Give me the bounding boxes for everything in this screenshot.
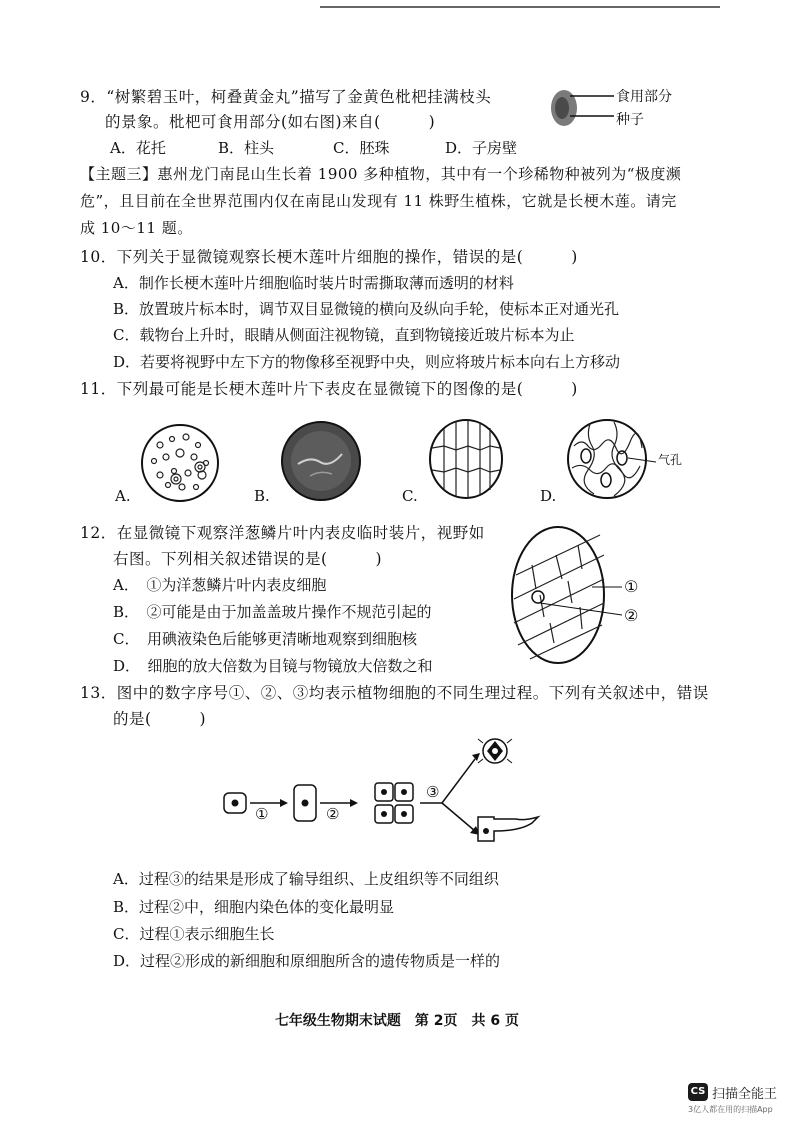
q11-label-a: A. — [115, 487, 131, 505]
q11-stem: 11．下列最可能是长梗木莲叶片下表皮在显微镜下的图像的是( ) — [80, 380, 578, 398]
q10-option-a: A．制作长梗木莲叶片细胞临时装片时需撕取薄而透明的材料 — [113, 274, 514, 292]
q12-option-c: C． 用碘液染色后能够更清晰地观察到细胞核 — [113, 630, 417, 648]
q10-stem: 10．下列关于显微镜观察长梗木莲叶片细胞的操作，错误的是( ) — [80, 248, 578, 266]
onion-cell-figure — [510, 525, 610, 665]
cell-process-diagram — [220, 735, 560, 845]
q12-line2: 右图。下列相关叙述错误的是( ) — [113, 550, 383, 568]
q9-line2: 的景象。枇杷可食用部分(如右图)来自( ) — [105, 113, 436, 131]
q12-line1: 12．在显微镜下观察洋葱鳞片叶内表皮临时装片，视野如 — [80, 524, 485, 542]
loquat-label-seed: 种子 — [616, 112, 644, 128]
q12-option-a: A． ①为洋葱鳞片叶内表皮细胞 — [113, 576, 327, 594]
q13-option-a: A．过程③的结果是形成了输导组织、上皮组织等不同组织 — [113, 870, 499, 888]
q12-option-d: D． 细胞的放大倍数为目镜与物镜放大倍数之和 — [113, 657, 433, 675]
onion-label-2: ② — [624, 606, 639, 625]
theme3-line2: 危”，且目前在全世界范围内仅在南昆山发现有 11 株野生植株，它就是长梗木莲。请完 — [80, 192, 677, 210]
camscanner-name: 扫描全能王 — [712, 1087, 778, 1102]
q11-label-b: B. — [254, 487, 270, 505]
q13-line2: 的是( ) — [113, 710, 207, 728]
process-label-2: ② — [326, 805, 340, 823]
q11-figure-c — [428, 418, 504, 500]
q13-option-b: B．过程②中，细胞内染色体的变化最明显 — [113, 898, 395, 916]
q10-option-b: B．放置玻片标本时，调节双目显微镜的横向及纵向手轮，使标本正对通光孔 — [113, 300, 620, 318]
q9-option-c: C．胚珠 — [333, 139, 390, 157]
q9-option-a: A．花托 — [110, 139, 166, 157]
theme3-line3: 成 10～11 题。 — [80, 219, 193, 237]
q11-label-c: C. — [402, 487, 418, 505]
theme3-line1: 【主题三】惠州龙门南昆山生长着 1900 多种植物，其中有一个珍稀物种被列为“极度濒 — [80, 165, 682, 183]
q9-line1: 9．“树繁碧玉叶，柯叠黄金丸”描写了金黄色枇杷挂满枝头 — [80, 88, 492, 106]
q13-option-d: D．过程②形成的新细胞和原细胞所含的遗传物质是一样的 — [113, 952, 501, 970]
q11-figure-b — [280, 420, 362, 502]
q11-stoma-label: 气孔 — [658, 453, 683, 467]
q9-option-d: D．子房壁 — [445, 139, 518, 157]
q10-option-c: C．载物台上升时，眼睛从侧面注视物镜，直到物镜接近玻片标本为止 — [113, 326, 575, 344]
page-footer: 七年级生物期末试题 第 2页 共 6 页 — [274, 1013, 520, 1029]
camscanner-tagline: 3亿人都在用的扫描App — [688, 1105, 773, 1114]
loquat-label-edible: 食用部分 — [616, 89, 672, 105]
q13-line1: 13．图中的数字序号①、②、③均表示植物细胞的不同生理过程。下列有关叙述中，错误 — [80, 684, 709, 702]
process-label-1: ① — [255, 805, 269, 823]
q11-figure-a — [140, 423, 220, 503]
onion-label-1: ① — [624, 577, 639, 596]
process-label-3: ③ — [426, 783, 440, 801]
q13-option-c: C．过程①表示细胞生长 — [113, 925, 275, 943]
loquat-figure — [548, 86, 618, 134]
q9-option-b: B．柱头 — [218, 139, 275, 157]
q11-figure-d — [566, 418, 648, 500]
q11-label-d: D. — [540, 487, 557, 505]
q12-option-b: B． ②可能是由于加盖盖玻片操作不规范引起的 — [113, 603, 432, 621]
camscanner-logo-icon: CS — [688, 1083, 708, 1101]
scan-top-edge — [320, 6, 720, 8]
q10-option-d: D．若要将视野中左下方的物像移至视野中央，则应将玻片标本向右上方移动 — [113, 353, 621, 371]
